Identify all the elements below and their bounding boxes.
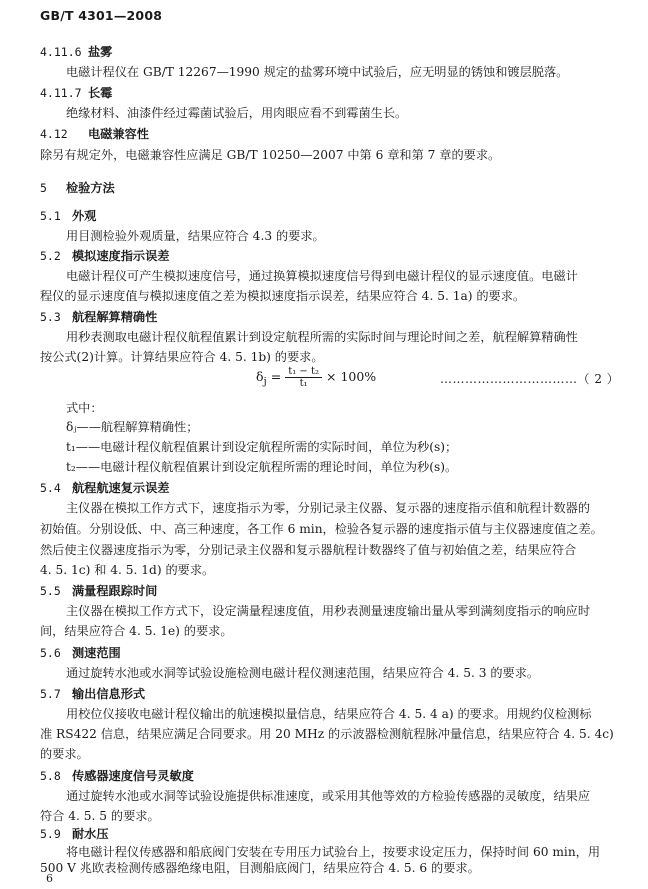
- formula-2: [256, 366, 376, 389]
- where-item: δⱼ——航程解算精确性；: [66, 420, 199, 434]
- section-text: 用秒表测取电磁计程仪航程值累计到设定航程所需的实际时间与理论时间之差，航程解算精确性: [66, 330, 578, 344]
- section-text: 按公式(2)计算。计算结果应符合 4. 5. 1b) 的要求。: [40, 350, 324, 364]
- section-text: 通过旋转水池或水洞等试验设施检测电磁计程仪测速范围，结果应符合 4. 5. 3 的要求。: [66, 666, 540, 680]
- section-heading-5-6: 5.6 测速范围: [40, 646, 121, 660]
- section-text: 绝缘材料、油漆件经过霉菌试验后，用肉眼应看不到霉菌生长。: [66, 106, 408, 120]
- section-text: 的要求。: [40, 747, 89, 761]
- section-heading-5-3: 5.3 航程解算精确性: [40, 310, 158, 324]
- section-heading-5-2: 5.2 模拟速度指示误差: [40, 249, 170, 263]
- section-text: 准 RS422 信息，结果应满足合同要求。用 20 MHz 的示波器检测航程脉冲量信息，结果应符合 4. 5. 4c): [40, 727, 614, 741]
- section-text: 通过旋转水池或水洞等试验设施提供标准速度，或采用其他等效的方检验传感器的灵敏度，结果应: [66, 789, 591, 803]
- section-text: 除另有规定外，电磁兼容性应满足 GB/T 10250—2007 中第 6 章和第 7 章的要求。: [40, 148, 501, 162]
- section-text: 间，结果应符合 4. 5. 1e) 的要求。: [40, 624, 233, 638]
- section-text: 用校位仪接收电磁计程仪输出的航速模拟量信息，结果应符合 4. 5. 4 a) 的要求。用规约仪检测标: [66, 707, 592, 721]
- section-heading-4-12: 4.12 电磁兼容性: [40, 127, 149, 141]
- section-heading-5: 5 检验方法: [40, 181, 115, 195]
- section-heading-5-7: 5.7 输出信息形式: [40, 687, 146, 701]
- formula-eq: =: [270, 369, 282, 384]
- formula-lhs: δ: [256, 369, 264, 384]
- formula-numerator: t₁ − t₂: [285, 366, 322, 378]
- section-text: 然后使主仪器速度指示为零，分别记录主仪器和复示器航程计数器终了值与初始值之差，结果应符合: [40, 543, 577, 557]
- formula-lhs-sub: j: [263, 375, 267, 388]
- formula-label: ……………………………（ 2 ）: [440, 372, 620, 386]
- section-text: 500 V 兆欧表检测传感器绝缘电阻，目测船底阀门，结果应符合 4. 5. 6 的要求。: [40, 861, 480, 875]
- page-number: 6: [46, 872, 53, 885]
- where-item: t₂——电磁计程仪航程值累计到设定航程所需的理论时间，单位为秒(s)。: [66, 460, 458, 474]
- section-heading-5-5: 5.5 满量程跟踪时间: [40, 584, 158, 598]
- section-heading-5-8: 5.8 传感器速度信号灵敏度: [40, 769, 194, 783]
- standard-header: GB/T 4301—2008: [40, 8, 163, 23]
- section-heading-4-11-7: 4.11.7 长霉: [40, 86, 113, 100]
- where-item: t₁——电磁计程仪航程值累计到设定航程所需的实际时间，单位为秒(s)；: [66, 440, 458, 454]
- where-title: 式中：: [66, 401, 103, 415]
- section-text: 主仪器在模拟工作方式下，设定满量程速度值，用秒表测量速度输出量从零到满刻度指示的响应时: [66, 604, 591, 618]
- section-text: 4. 5. 1c) 和 4. 5. 1d) 的要求。: [40, 563, 215, 577]
- section-text: 程仪的显示速度值与模拟速度值之差为模拟速度指示误差，结果应符合 4. 5. 1a) 的要求。: [40, 289, 526, 303]
- section-heading-5-9: 5.9 耐水压: [40, 827, 109, 841]
- section-heading-5-1: 5.1 外观: [40, 209, 97, 223]
- section-text: 用目测检验外观质量，结果应符合 4.3 的要求。: [66, 229, 325, 243]
- section-text: 符合 4. 5. 5 的要求。: [40, 809, 160, 823]
- formula-fraction: [285, 366, 322, 389]
- section-text: 电磁计程仪在 GB/T 12267—1990 规定的盐雾环境中试验后，应无明显的锈蚀和镀层脱落。: [66, 65, 569, 79]
- section-heading-5-4: 5.4 航程航速复示误差: [40, 481, 170, 495]
- section-text: 将电磁计程仪传感器和船底阀门安装在专用压力试验台上，按要求设定压力，保持时间 60 min，用: [66, 845, 601, 859]
- formula-denominator: t₁: [299, 378, 308, 389]
- section-text: 初始值。分别设低、中、高三种速度，各工作 6 min，检验各复示器的速度指示值与主仪器速度值之差。: [40, 522, 603, 536]
- section-text: 主仪器在模拟工作方式下，速度指示为零，分别记录主仪器、复示器的速度指示值和航程计数器的: [66, 501, 591, 515]
- formula-times: × 100%: [326, 369, 377, 384]
- section-heading-4-11-6: 4.11.6 盐雾: [40, 45, 113, 59]
- section-text: 电磁计程仪可产生模拟速度信号，通过换算模拟速度信号得到电磁计程仪的显示速度值。电磁计: [66, 269, 578, 283]
